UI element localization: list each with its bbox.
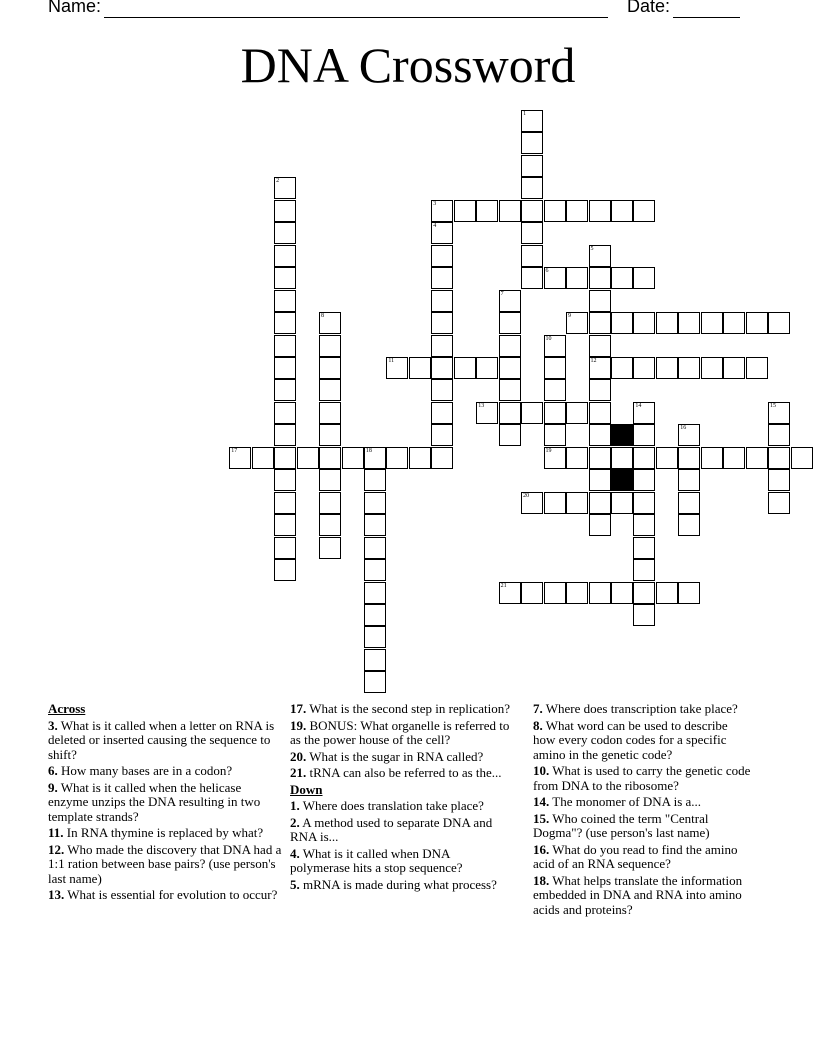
grid-cell[interactable] xyxy=(633,312,655,334)
clue-item-number: 12. xyxy=(48,841,65,857)
grid-cell[interactable] xyxy=(319,379,341,401)
clue-item-number: 1. xyxy=(290,798,300,813)
grid-cell[interactable] xyxy=(274,447,296,469)
grid-cell[interactable] xyxy=(274,267,296,289)
grid-cell[interactable] xyxy=(723,312,745,334)
clue-item-number: 4. xyxy=(290,845,300,861)
grid-cell[interactable] xyxy=(499,335,521,357)
grid-cell[interactable] xyxy=(431,402,453,424)
grid-cell[interactable] xyxy=(633,402,655,424)
grid-cell[interactable] xyxy=(746,312,768,334)
clue-item-text: Who made the discovery that DNA had a 1:1 ration between base pairs? (use person's last name) xyxy=(48,841,282,886)
clue-item-text: mRNA is made during what process? xyxy=(303,876,497,892)
grid-cell[interactable] xyxy=(589,200,611,222)
clue-item-text: Where does translation take place? xyxy=(302,798,484,813)
grid-cell[interactable] xyxy=(431,312,453,334)
grid-cell[interactable] xyxy=(589,514,611,536)
clue-item xyxy=(48,888,284,903)
grid-cell[interactable] xyxy=(566,267,588,289)
grid-cell[interactable] xyxy=(364,626,386,648)
clue-number: 19 xyxy=(545,447,552,454)
grid-cell[interactable] xyxy=(544,447,566,469)
grid-cell[interactable] xyxy=(544,357,566,379)
grid-cell[interactable] xyxy=(252,447,274,469)
grid-cell[interactable] xyxy=(633,604,655,626)
name-label: Name: xyxy=(48,0,102,16)
grid-cell[interactable] xyxy=(431,267,453,289)
clue-item-text: What helps translate the information embedded in DNA and RNA into amino acids and proteins? xyxy=(533,872,743,917)
blocked-cell xyxy=(611,424,633,446)
clue-item-text: What is it called when a letter on RNA is deleted or inserted causing the sequence to shift? xyxy=(48,717,275,762)
grid-cell[interactable] xyxy=(611,267,633,289)
grid-cell[interactable] xyxy=(589,469,611,491)
clue-number: 5 xyxy=(590,245,594,252)
grid-cell[interactable] xyxy=(746,447,768,469)
grid-cell[interactable] xyxy=(768,447,790,469)
grid-cell[interactable] xyxy=(589,402,611,424)
grid-cell[interactable] xyxy=(364,649,386,671)
clue-item xyxy=(48,764,284,779)
grid-cell[interactable] xyxy=(364,559,386,581)
clue-item xyxy=(533,702,751,717)
clue-item xyxy=(290,816,510,845)
clue-item xyxy=(533,764,751,793)
grid-cell[interactable] xyxy=(633,492,655,514)
grid-cell[interactable] xyxy=(611,492,633,514)
grid-cell[interactable] xyxy=(319,312,341,334)
grid-cell[interactable] xyxy=(589,492,611,514)
clue-item-text: The monomer of DNA is a... xyxy=(552,794,702,809)
grid-cell[interactable] xyxy=(431,245,453,267)
grid-cell[interactable] xyxy=(319,469,341,491)
clue-number: 13 xyxy=(478,402,485,409)
clue-item-number: 15. xyxy=(533,810,550,826)
grid-cell[interactable] xyxy=(723,447,745,469)
clue-number: 21 xyxy=(500,582,507,589)
clue-item-text: How many bases are in a codon? xyxy=(61,763,233,778)
grid-cell[interactable] xyxy=(544,582,566,604)
date-label: Date: xyxy=(627,0,671,16)
grid-cell[interactable] xyxy=(229,447,251,469)
clue-number: 18 xyxy=(365,447,372,454)
grid-cell[interactable] xyxy=(544,492,566,514)
grid-cell[interactable] xyxy=(611,357,633,379)
grid-cell[interactable] xyxy=(499,357,521,379)
clue-item xyxy=(290,847,510,876)
grid-cell[interactable] xyxy=(611,447,633,469)
grid-cell[interactable] xyxy=(723,357,745,379)
grid-cell[interactable] xyxy=(544,335,566,357)
grid-cell[interactable] xyxy=(678,357,700,379)
grid-cell[interactable] xyxy=(521,492,543,514)
grid-cell[interactable] xyxy=(566,200,588,222)
grid-cell[interactable] xyxy=(521,155,543,177)
grid-cell[interactable] xyxy=(499,200,521,222)
grid-cell[interactable] xyxy=(364,492,386,514)
clue-item-text: What is the second step in replication? xyxy=(309,701,510,716)
grid-cell[interactable] xyxy=(274,312,296,334)
grid-cell[interactable] xyxy=(319,537,341,559)
grid-cell[interactable] xyxy=(431,379,453,401)
grid-cell[interactable] xyxy=(319,492,341,514)
grid-cell[interactable] xyxy=(678,582,700,604)
grid-cell[interactable] xyxy=(319,357,341,379)
grid-cell[interactable] xyxy=(633,267,655,289)
grid-cell[interactable] xyxy=(319,402,341,424)
grid-cell[interactable] xyxy=(544,200,566,222)
grid-cell[interactable] xyxy=(768,492,790,514)
clue-number: 9 xyxy=(568,313,571,319)
grid-cell[interactable] xyxy=(656,312,678,334)
grid-cell[interactable] xyxy=(274,402,296,424)
grid-cell[interactable] xyxy=(454,357,476,379)
grid-cell[interactable] xyxy=(499,312,521,334)
clue-item-number: 5. xyxy=(290,876,300,892)
grid-cell[interactable] xyxy=(656,582,678,604)
clue-number: 16 xyxy=(680,425,687,432)
grid-cell[interactable] xyxy=(589,312,611,334)
grid-cell[interactable] xyxy=(633,559,655,581)
grid-cell[interactable] xyxy=(319,335,341,357)
grid-cell[interactable] xyxy=(431,222,453,244)
clue-item-number: 10. xyxy=(533,763,550,778)
grid-cell[interactable] xyxy=(297,447,319,469)
grid-cell[interactable] xyxy=(274,469,296,491)
grid-cell[interactable] xyxy=(274,290,296,312)
grid-cell[interactable] xyxy=(364,582,386,604)
grid-cell[interactable] xyxy=(499,290,521,312)
grid-cell[interactable] xyxy=(521,582,543,604)
grid-cell[interactable] xyxy=(364,469,386,491)
grid-cell[interactable] xyxy=(633,582,655,604)
grid-cell[interactable] xyxy=(678,469,700,491)
grid-cell[interactable] xyxy=(521,132,543,154)
grid-cell[interactable] xyxy=(499,424,521,446)
grid-cell[interactable] xyxy=(701,357,723,379)
clue-item-text: What is essential for evolution to occur? xyxy=(67,887,278,902)
clue-item-number: 17. xyxy=(290,701,307,716)
clue-item-text: tRNA can also be referred to as the... xyxy=(309,765,502,780)
grid-cell[interactable] xyxy=(274,222,296,244)
grid-cell[interactable] xyxy=(678,492,700,514)
clue-item-number: 21. xyxy=(290,765,307,780)
grid-cell[interactable] xyxy=(499,582,521,604)
clue-item-number: 9. xyxy=(48,779,58,795)
clue-item-text: What is it called when the helicase enzyme unzips the DNA resulting in two template strands? xyxy=(48,779,261,824)
grid-cell[interactable] xyxy=(386,357,408,379)
grid-cell[interactable] xyxy=(499,402,521,424)
blocked-cell xyxy=(611,469,633,491)
grid-cell[interactable] xyxy=(521,177,543,199)
clue-item-text: A method used to separate DNA and RNA is... xyxy=(290,814,493,844)
grid-cell[interactable] xyxy=(589,357,611,379)
clue-item-text: Who coined the term "Central Dogma"? (use person's last name) xyxy=(533,810,710,840)
clue-item-number: 3. xyxy=(48,717,58,733)
grid-cell[interactable] xyxy=(544,379,566,401)
grid-cell[interactable] xyxy=(274,357,296,379)
grid-cell[interactable] xyxy=(611,582,633,604)
grid-cell[interactable] xyxy=(364,604,386,626)
grid-cell[interactable] xyxy=(521,402,543,424)
grid-cell[interactable] xyxy=(364,671,386,693)
grid-cell[interactable] xyxy=(791,447,813,469)
clue-item-number: 19. xyxy=(290,717,307,733)
clue-item-text: What is it called when DNA polymerase hits a stop sequence? xyxy=(290,845,463,875)
grid-cell[interactable] xyxy=(611,312,633,334)
clue-item-number: 6. xyxy=(48,763,58,778)
grid-cell[interactable] xyxy=(521,200,543,222)
clue-item xyxy=(290,719,510,748)
clue-item xyxy=(290,750,510,765)
clue-item-text: In RNA thymine is replaced by what? xyxy=(66,825,264,840)
grid-cell[interactable] xyxy=(566,492,588,514)
grid-cell[interactable] xyxy=(589,582,611,604)
grid-cell[interactable] xyxy=(633,514,655,536)
grid-cell[interactable] xyxy=(633,469,655,491)
grid-cell[interactable] xyxy=(431,357,453,379)
grid-cell[interactable] xyxy=(454,200,476,222)
clue-item-number: 14. xyxy=(533,794,550,809)
clue-item xyxy=(290,702,510,717)
grid-cell[interactable] xyxy=(409,357,431,379)
grid-cell[interactable] xyxy=(589,290,611,312)
grid-cell[interactable] xyxy=(566,447,588,469)
grid-cell[interactable] xyxy=(768,424,790,446)
clue-item-number: 8. xyxy=(533,717,543,733)
grid-cell[interactable] xyxy=(274,537,296,559)
grid-cell[interactable] xyxy=(656,357,678,379)
grid-cell[interactable] xyxy=(364,537,386,559)
grid-cell[interactable] xyxy=(319,514,341,536)
grid-cell[interactable] xyxy=(386,447,408,469)
grid-cell[interactable] xyxy=(656,447,678,469)
grid-cell[interactable] xyxy=(633,537,655,559)
grid-cell[interactable] xyxy=(566,402,588,424)
clue-item-number: 16. xyxy=(533,841,550,857)
grid-cell[interactable] xyxy=(364,514,386,536)
clue-number: 12 xyxy=(590,357,597,364)
clue-number: 8 xyxy=(321,313,324,319)
clue-number: 17 xyxy=(231,447,238,454)
grid-cell[interactable] xyxy=(431,447,453,469)
clue-item xyxy=(533,874,751,918)
down-heading: Down xyxy=(290,781,323,797)
grid-cell[interactable] xyxy=(521,245,543,267)
grid-cell[interactable] xyxy=(319,447,341,469)
grid-cell[interactable] xyxy=(476,200,498,222)
grid-cell[interactable] xyxy=(342,447,364,469)
clue-number: 7 xyxy=(500,290,504,297)
clue-number: 14 xyxy=(635,402,642,409)
grid-cell[interactable] xyxy=(589,447,611,469)
clue-number: 10 xyxy=(545,335,552,342)
clue-number: 2 xyxy=(276,178,280,185)
grid-cell[interactable] xyxy=(274,514,296,536)
grid-cell[interactable] xyxy=(499,379,521,401)
clue-column-1 xyxy=(48,702,284,905)
clue-number: 3 xyxy=(433,200,437,207)
clue-item-text: What is the sugar in RNA called? xyxy=(309,748,484,764)
clue-number: 11 xyxy=(388,357,395,364)
clue-item xyxy=(533,843,751,872)
grid-cell[interactable] xyxy=(476,357,498,379)
clue-number: 15 xyxy=(770,402,776,409)
grid-cell[interactable] xyxy=(566,312,588,334)
grid-cell[interactable] xyxy=(633,424,655,446)
grid-cell[interactable] xyxy=(274,379,296,401)
grid-cell[interactable] xyxy=(274,492,296,514)
clue-item xyxy=(533,795,751,810)
grid-cell[interactable] xyxy=(678,424,700,446)
grid-cell[interactable] xyxy=(409,447,431,469)
grid-cell[interactable] xyxy=(521,222,543,244)
clue-column-2 xyxy=(290,702,510,894)
grid-cell[interactable] xyxy=(431,200,453,222)
clue-item-number: 2. xyxy=(290,814,300,830)
grid-cell[interactable] xyxy=(521,110,543,132)
grid-cell[interactable] xyxy=(544,267,566,289)
grid-cell[interactable] xyxy=(274,177,296,199)
grid-cell[interactable] xyxy=(274,200,296,222)
clue-item-number: 20. xyxy=(290,748,307,764)
clue-item-text: What word can be used to describe how every codon codes for a specific amino in the genetic code? xyxy=(533,717,728,762)
grid-cell[interactable] xyxy=(589,335,611,357)
clue-number: 1 xyxy=(523,111,527,117)
grid-cell[interactable] xyxy=(589,379,611,401)
clue-number: 4 xyxy=(433,223,437,230)
grid-cell[interactable] xyxy=(274,335,296,357)
grid-cell[interactable] xyxy=(633,447,655,469)
clue-number: 20 xyxy=(523,492,530,499)
grid-cell[interactable] xyxy=(476,402,498,424)
clue-item-text: What is used to carry the genetic code from DNA to the ribosome? xyxy=(533,763,751,793)
clue-item xyxy=(290,766,510,781)
clue-item-text: Where does transcription take place? xyxy=(545,701,738,716)
clue-column-3 xyxy=(533,702,751,919)
clue-item xyxy=(48,843,284,887)
grid-cell[interactable] xyxy=(746,357,768,379)
clue-item-number: 11. xyxy=(48,825,64,840)
clue-item-number: 7. xyxy=(533,701,543,716)
clue-item xyxy=(290,878,510,893)
grid-cell[interactable] xyxy=(521,267,543,289)
clue-item-number: 13. xyxy=(48,887,65,902)
grid-cell[interactable] xyxy=(319,424,341,446)
grid-cell[interactable] xyxy=(544,424,566,446)
grid-cell[interactable] xyxy=(589,424,611,446)
grid-cell[interactable] xyxy=(431,290,453,312)
grid-cell[interactable] xyxy=(678,447,700,469)
grid-cell[interactable] xyxy=(364,447,386,469)
clue-item xyxy=(533,719,751,763)
grid-cell[interactable] xyxy=(544,402,566,424)
grid-cell[interactable] xyxy=(431,335,453,357)
grid-cell[interactable] xyxy=(678,312,700,334)
grid-cell[interactable] xyxy=(566,582,588,604)
clue-item xyxy=(48,719,284,763)
grid-cell[interactable] xyxy=(274,424,296,446)
clue-item-text: BONUS: What organelle is referred to as the power house of the cell? xyxy=(290,717,510,747)
grid-cell[interactable] xyxy=(633,357,655,379)
grid-cell[interactable] xyxy=(274,559,296,581)
grid-cell[interactable] xyxy=(768,469,790,491)
clue-item-number: 18. xyxy=(533,872,550,888)
grid-cell[interactable] xyxy=(431,424,453,446)
clue-item xyxy=(533,812,751,841)
across-heading: Across xyxy=(48,701,86,716)
grid-cell[interactable] xyxy=(274,245,296,267)
clue-item xyxy=(290,799,510,814)
grid-cell[interactable] xyxy=(768,402,790,424)
clue-item-text: What do you read to find the amino acid of an RNA sequence? xyxy=(533,841,738,871)
page-title: DNA Crossword xyxy=(240,37,576,93)
grid-cell[interactable] xyxy=(589,245,611,267)
grid-cell[interactable] xyxy=(589,267,611,289)
grid-cell[interactable] xyxy=(678,514,700,536)
grid-cell[interactable] xyxy=(701,312,723,334)
grid-cell[interactable] xyxy=(701,447,723,469)
clue-item xyxy=(48,826,284,841)
grid-cell[interactable] xyxy=(768,312,790,334)
clue-number: 6 xyxy=(545,268,549,275)
grid-cell[interactable] xyxy=(633,200,655,222)
clue-item xyxy=(48,781,284,825)
grid-cell[interactable] xyxy=(611,200,633,222)
